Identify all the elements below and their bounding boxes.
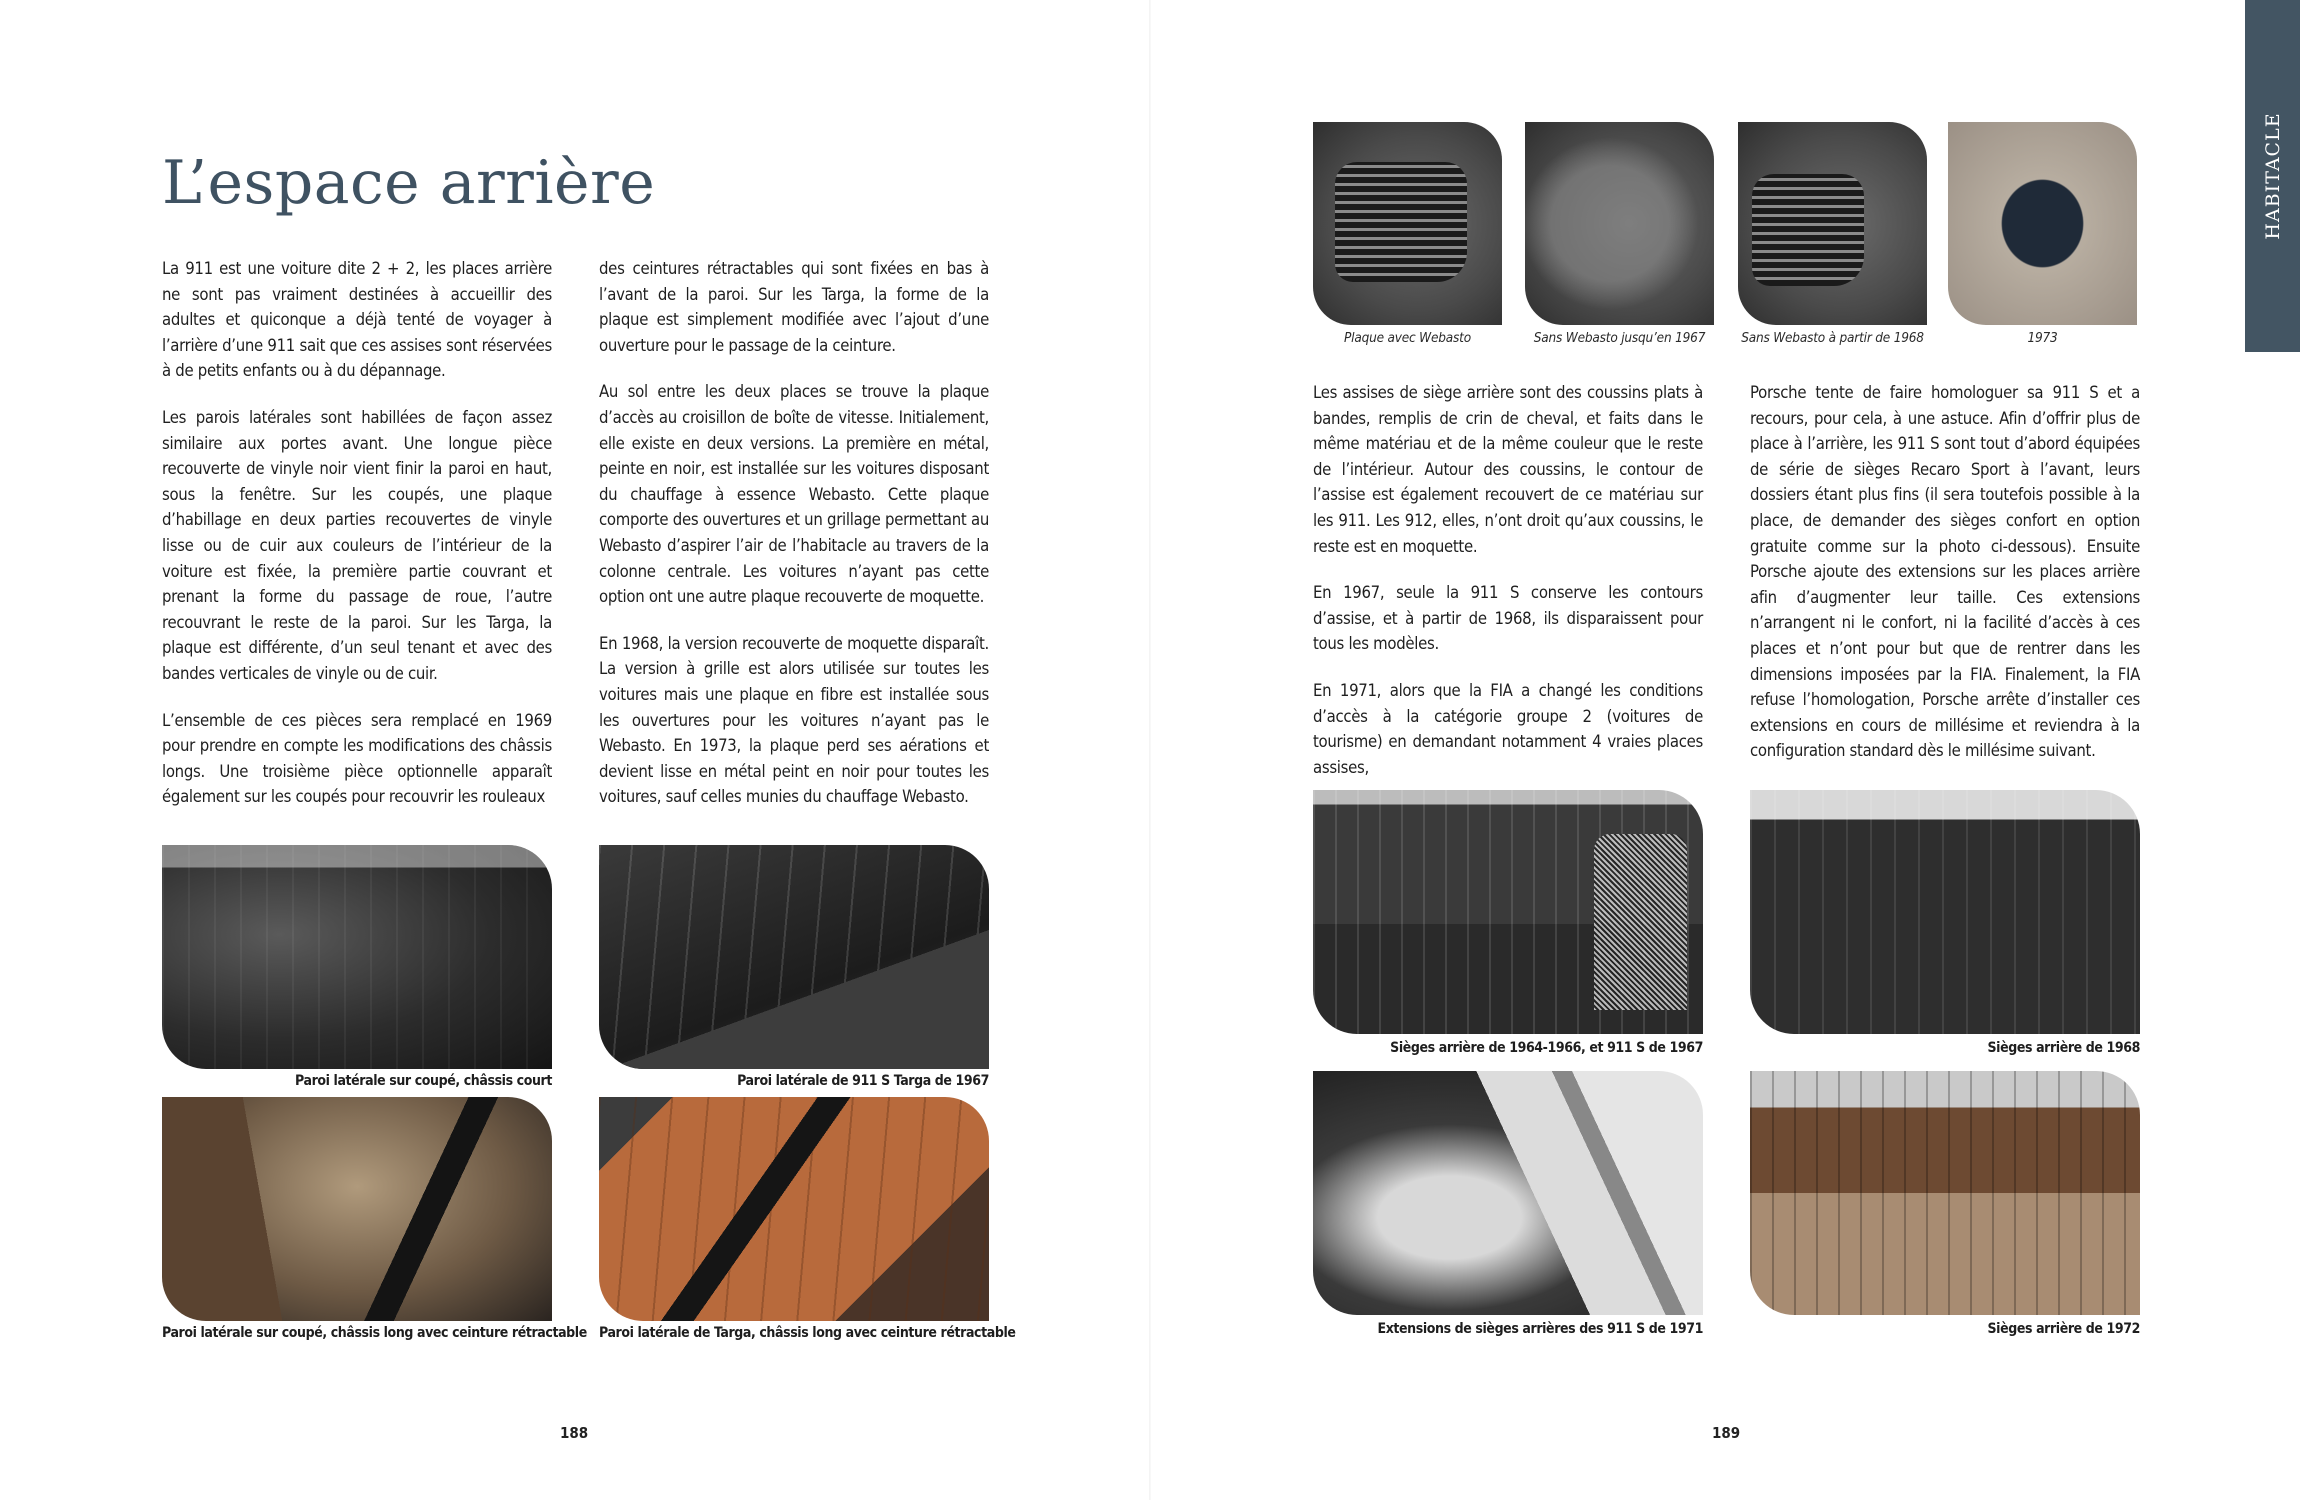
photo-caption: Paroi latérale sur coupé, châssis court xyxy=(295,1073,552,1089)
paragraph: En 1971, alors que la FIA a changé les conditions d’accès à la catégorie groupe 2 (voitures de tourisme) en demandant notamment 4 vraies places assises, xyxy=(1313,680,1703,777)
photo-targa-1967 xyxy=(599,845,989,1069)
photo-caption: Extensions de sièges arrières des 911 S de 1971 xyxy=(1377,1321,1703,1337)
paragraph: des ceintures rétractables qui sont fixées en bas à l’avant de la paroi. Sur les Targa, la forme de la plaque est simplement modifiée avec l’ajout d’une ouverture pour le passage de la ceinture. xyxy=(599,259,989,355)
section-tab-label: HABITACLE xyxy=(2261,112,2284,240)
page-number: 188 xyxy=(560,1424,589,1442)
photo-plate-webasto xyxy=(1313,122,1502,325)
paragraph: Les assises de siège arrière sont des coussins plats à bandes, remplis de crin de cheval, et faits dans le même matériau et de la même couleur que le reste de l’intérieur. Autour des coussins, le contour de l’assise est également recouvert de ce matériau sur les 911. Les 912, elles, n’ont droit qu’aux coussins, le reste est en moquette. xyxy=(1313,383,1703,556)
photo-caption: Paroi latérale de 911 S Targa de 1967 xyxy=(737,1073,989,1089)
photo-coupe-long-chassis xyxy=(162,1097,552,1321)
paragraph: L’ensemble de ces pièces sera remplacé en 1969 pour prendre en compte les modifications des châssis longs. Une troisième pièce optionnelle apparaît également sur les coupés pour recouvrir les rouleaux xyxy=(162,710,552,807)
right-page xyxy=(1150,0,2300,1500)
photo-caption: Sans Webasto jusqu’en 1967 xyxy=(1533,330,1706,346)
photo-caption: Sièges arrière de 1964-1966, et 911 S de 1967 xyxy=(1390,1040,1703,1056)
text-column-3 xyxy=(1313,380,1703,801)
paragraph: La 911 est une voiture dite 2 + 2, les places arrière ne sont pas vraiment destinées à accueillir des adultes et quiconque a déjà tenté de voyager à l’arrière d’une 911 sait que ces assises sont réservées à de petits enfants ou à du dépannage. xyxy=(162,259,552,381)
section-tab xyxy=(2245,0,2300,352)
photo-no-webasto-1967 xyxy=(1525,122,1714,325)
page-number: 189 xyxy=(1712,1424,1741,1442)
paragraph: Porsche tente de faire homologuer sa 911 S et a recours, pour cela, à une astuce. Afin d’offrir plus de place à l’arrière, les 911 S sont tout d’abord équipées de série de sièges Recaro Sport à l’avant, leurs dossiers étant plus fins (il sera toutefois possible à la place, de demander des sièges confort en option gratuite comme sur la photo ci-dessous). Ensuite Porsche ajoute des extensions sur les places arrière afin d’augmenter leur taille. Ces extensions n’arrangent ni le confort, ni la facilité d’accès à ces places et n’ont pour but que de rentrer dans les dimensions imposées par la FIA. Finalement, la FIA refuse l’homologation, Porsche arrête d’installer ces extensions en cours de millésime et reviendra à la configuration standard dès le millésime suivant. xyxy=(1750,383,2140,761)
text-column-4 xyxy=(1750,380,2140,785)
photo-no-webasto-1968 xyxy=(1738,122,1927,325)
page-title: L’espace arrière xyxy=(162,148,656,218)
photo-seats-1972 xyxy=(1750,1071,2140,1315)
photo-1973-plate xyxy=(1948,122,2137,325)
photo-seat-extensions-1971 xyxy=(1313,1071,1703,1315)
text-column-1 xyxy=(162,256,552,831)
photo-seats-1968 xyxy=(1750,790,2140,1034)
photo-seats-1964-1966 xyxy=(1313,790,1703,1034)
paragraph: En 1967, seule la 911 S conserve les contours d’assise, et à partir de 1968, ils disparaissent pour tous les modèles. xyxy=(1313,583,1703,654)
photo-caption: Plaque avec Webasto xyxy=(1344,330,1471,346)
photo-caption: Sièges arrière de 1972 xyxy=(1987,1321,2140,1337)
paragraph: Les parois latérales sont habillées de façon assez similaire aux portes avant. Une longue pièce recouverte de vinyle noir vient finir la paroi en haut, sous la fenêtre. Sur les coupés, une plaque d’habillage en deux parties recouvertes de vinyle lisse ou de cuir aux couleurs de l’intérieur de la voiture est fixée, la première partie couvrant et prenant la forme du passage de roue, l’autre recouvrant le reste de la paroi. Sur les Targa, la plaque est différente, d’un seul tenant et avec des bandes verticales de vinyle ou de cuir. xyxy=(162,407,552,683)
photo-caption: Sièges arrière de 1968 xyxy=(1987,1040,2140,1056)
photo-caption: Sans Webasto à partir de 1968 xyxy=(1741,330,1924,346)
paragraph: En 1968, la version recouverte de moquette disparaît. La version à grille est alors utilisée sur toutes les voitures mais une plaque en fibre est installée sous les ouvertures pour les voitures n’ayant pas le Webasto. En 1973, la plaque perd ses aérations et devient lisse en métal peint en noir pour toutes les voitures, sauf celles munies du chauffage Webasto. xyxy=(599,633,989,807)
photo-caption: Paroi latérale de Targa, châssis long avec ceinture rétractable xyxy=(599,1325,1016,1341)
text-column-2 xyxy=(599,256,989,831)
paragraph: Au sol entre les deux places se trouve la plaque d’accès au croisillon de boîte de vitesse. Initialement, elle existe en deux versions. La première en métal, peinte en noir, est installée sur les voitures disposant du chauffage à essence Webasto. Cette plaque comporte des ouvertures et un grillage permettant au Webasto d’aspirer l’air de l’habitacle au travers de la colonne centrale. Les voitures n’ayant pas cette option ont une autre plaque recouverte de moquette. xyxy=(599,382,989,607)
photo-coupe-short-chassis xyxy=(162,845,552,1069)
photo-caption: Paroi latérale sur coupé, châssis long avec ceinture rétractable xyxy=(162,1325,587,1341)
photo-caption: 1973 xyxy=(2027,330,2058,346)
photo-targa-long-chassis xyxy=(599,1097,989,1321)
